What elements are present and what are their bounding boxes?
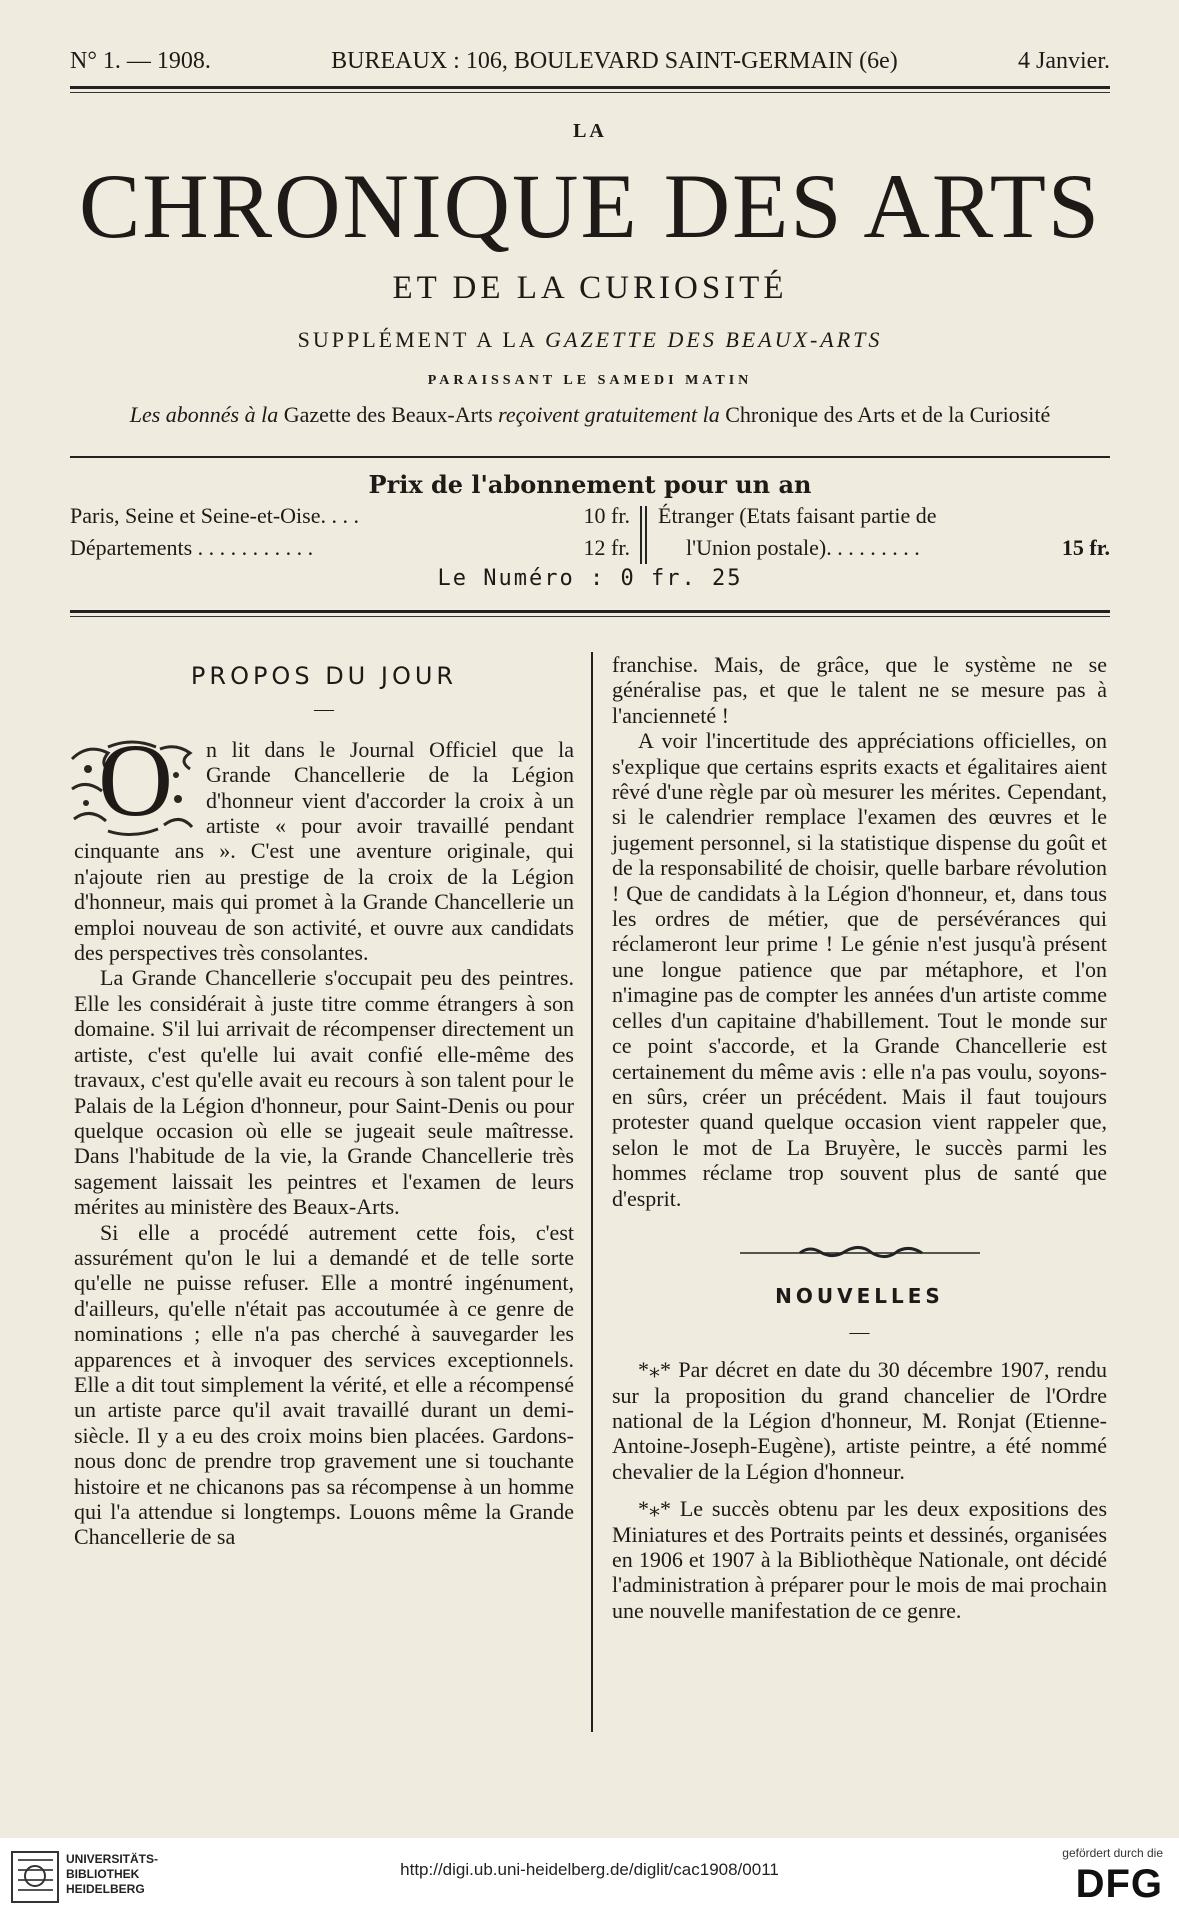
article-right-column bbox=[612, 652, 1107, 1623]
abonnes-part-3: reçoivent gratuitement la bbox=[498, 402, 720, 427]
supplement-gazette: GAZETTE DES BEAUX-ARTS bbox=[545, 327, 883, 352]
abonnes-part-2: Gazette des Beaux-Arts bbox=[283, 402, 493, 427]
nouvelles-mark-2: *⁎* bbox=[638, 1496, 671, 1522]
issue-date: 4 Janvier. bbox=[1018, 48, 1110, 74]
price-departements: Départements . . . . . . . . . . . bbox=[70, 535, 314, 560]
masthead-subtitle: ET DE LA CURIOSITÉ bbox=[392, 270, 788, 306]
price-departements-value: 12 fr. bbox=[583, 535, 630, 560]
article-paragraph-2: La Grande Chancellerie s'occupait peu des peintres. Elle les considérait à juste titre comme étrangers à son domaine. S'il lui arrivait de récompenser directement un artiste, c'est qu'elle lui avait confié elle-même des travaux, c'est qu'elle avait eu recours à son talent pour le Palais de la Légion d'honneur, pour Saint-Denis ou pour quelque occasion où elle se jugeait seule maîtresse. Dans l'habitude de la vie, la Grande Chancellerie très sagement laissait les peintres et l'examen de leurs mérites au ministère des Beaux-Arts. bbox=[74, 965, 574, 1220]
abonnes-part-1: Les abonnés à la bbox=[129, 402, 279, 427]
masthead-title: CHRONIQUE DES ARTS bbox=[78, 155, 1102, 257]
price-paris: Paris, Seine et Seine-et-Oise. . . . bbox=[70, 503, 359, 528]
price-divider bbox=[640, 506, 647, 564]
pricing-rule-thin bbox=[70, 616, 1110, 617]
header-rule-thin bbox=[70, 92, 1110, 93]
nouvelles-item-2 bbox=[612, 1496, 1107, 1623]
nouvelles-text-2: Le succès obtenu par les deux expositions des Miniatures et des Portraits peints et dessinés, organisées en 1906 et 1907 à la Bibliothèque Nationale, ont décidé l'administration à préparer pour le mois de mai prochain une nouvelle manifestation de ce genre. bbox=[612, 1496, 1108, 1623]
column-divider bbox=[591, 652, 593, 1732]
article-lead: n lit dans le Journal Officiel que la Grande Chancellerie de la Légion d'honneur vient d'accorder la croix à un artiste « pour avoir travaillé pendant cinquante ans ». C'est une aventure originale, qui n'ajoute rien au prestige de la croix de la Légion d'honneur, mais qui promet à la Grande Chancellerie un emploi nouveau de son activité, et ouvre aux candidats des perspectives très consolantes. bbox=[74, 736, 574, 966]
nouvelles-item-1 bbox=[612, 1357, 1107, 1484]
library-name-3: HEIDELBERG bbox=[66, 1882, 145, 1896]
price-etranger-2: l'Union postale). . . . . . . . . bbox=[686, 535, 920, 560]
bureaux-address: BUREAUX : 106, BOULEVARD SAINT-GERMAIN (6e) bbox=[331, 48, 898, 74]
issue-header bbox=[70, 48, 1110, 75]
article-paragraph-3: Si elle a procédé autrement cette fois, c'est assurément qu'on le lui a demandé et de telle sorte qu'elle ne puisse refuser. Elle a montré ingénument, d'ailleurs, qu'elle n'était pas accoutumée à ce genre de nominations ; elle n'a pas cherché à sauvegarder les apparences et à invoquer des services exceptionnels. Elle a dit tout simplement la vérité, et elle a récompensé un artiste parce qu'il avait travaillé durant un demi-siècle. Il y a eu des croix moins bien placées. Gardons-nous donc de prendre trop gravement une si touchante histoire et ne chicanons pas sa récompense à un homme qui l'a attendue si longtemps. Louons même la Grande Chancellerie de sa bbox=[74, 1219, 574, 1550]
article-paragraph-5: A voir l'incertitude des appréciations officielles, on s'explique que certains esprits exacts et égalitaires aient rêvé d'une règle par où mesurer les mérites. Cependant, si le calendrier remplace l'examen des œuvres et le jugement personnel, si la statistique dispense du goût et de la responsabilité de choisir, quelle barbare révolution ! Que de candidats à la Légion d'honneur, et, dans tous les ordres de métier, que de persévérances qui réclameront leur prime ! Le génie n'est jusqu'à présent une longue patience que par métaphore, et l'on n'imagine pas de compter les années d'un artiste comme celles d'un capitaine d'habillement. Tout le monde sur ce point s'accorde, et la Grande Chancellerie est certainement du même avis : elle n'a pas voulu, soyons-en sûrs, créer un précédent. Mais il faut toujours protester quand quelque occasion vient rappeler que, selon le mot de La Bruyère, le succès parmi les hommes réclame trop souvent plus de santé que d'esprit. bbox=[612, 728, 1107, 1211]
nouvelles-title: NOUVELLES bbox=[775, 1284, 944, 1309]
supplement-line bbox=[70, 327, 1110, 353]
numero-price: Le Numéro : 0 fr. 25 bbox=[437, 566, 743, 591]
abonnes-line bbox=[70, 402, 1110, 428]
price-paris-value: 10 fr. bbox=[583, 503, 630, 528]
abonnes-part-4: Chronique des Arts et de la Curiosité bbox=[725, 402, 1051, 427]
source-url[interactable]: http://digi.ub.uni-heidelberg.de/diglit/cac1908/0011 bbox=[400, 1860, 779, 1879]
price-values-left bbox=[510, 500, 630, 564]
price-etranger-1: Étranger (Etats faisant partie de bbox=[658, 503, 937, 528]
nouvelles-dash: — bbox=[849, 1320, 870, 1343]
price-etranger-value: 15 fr. bbox=[1061, 535, 1110, 560]
issue-number: N° 1. — 1908. bbox=[70, 48, 211, 74]
article-paragraph-1 bbox=[74, 722, 574, 966]
nouvelles-mark-1: *⁎* bbox=[638, 1357, 671, 1383]
dfg-logo: DFG bbox=[1075, 1862, 1163, 1906]
library-name-1: UNIVERSITÄTS- bbox=[66, 1852, 159, 1866]
article-title: PROPOS DU JOUR bbox=[190, 662, 458, 690]
article-left-column bbox=[74, 664, 574, 1550]
price-labels-right bbox=[658, 500, 1038, 564]
library-name-2: BIBLIOTHEK bbox=[66, 1867, 140, 1881]
section-ornament bbox=[612, 1239, 1107, 1264]
article-paragraph-4: franchise. Mais, de grâce, que le système ne se généralise pas, et que le talent ne se mesure pas à l'ancienneté ! bbox=[612, 652, 1107, 728]
masthead-la: LA bbox=[573, 120, 607, 142]
flourish-icon bbox=[730, 1243, 990, 1259]
pricing-title: Prix de l'abonnement pour un an bbox=[368, 470, 812, 499]
nouvelles-text-1: Par décret en date du 30 décembre 1907, rendu sur la proposition du grand chancelier de l'Ordre national de la Légion d'honneur, M. Ronjat (Etienne-Antoine-Joseph-Eugène), artiste peintre, a été nommé chevalier de la Légion d'honneur. bbox=[612, 1357, 1107, 1484]
digitization-footer bbox=[0, 1838, 1179, 1916]
article-title-dash: — bbox=[314, 698, 334, 721]
price-labels-left bbox=[70, 500, 510, 564]
pricing-box bbox=[70, 500, 1110, 564]
supplement-prefix: SUPPLÉMENT A LA bbox=[297, 327, 537, 352]
masthead-rule bbox=[70, 456, 1110, 458]
funding-note: gefördert durch die bbox=[1062, 1846, 1163, 1860]
pricing-rule bbox=[70, 610, 1110, 613]
header-rule bbox=[70, 86, 1110, 89]
dropcap-letter: O bbox=[98, 722, 174, 838]
dropcap-ornament bbox=[68, 722, 196, 838]
parution-line: PARAISSANT LE SAMEDI MATIN bbox=[427, 373, 753, 388]
